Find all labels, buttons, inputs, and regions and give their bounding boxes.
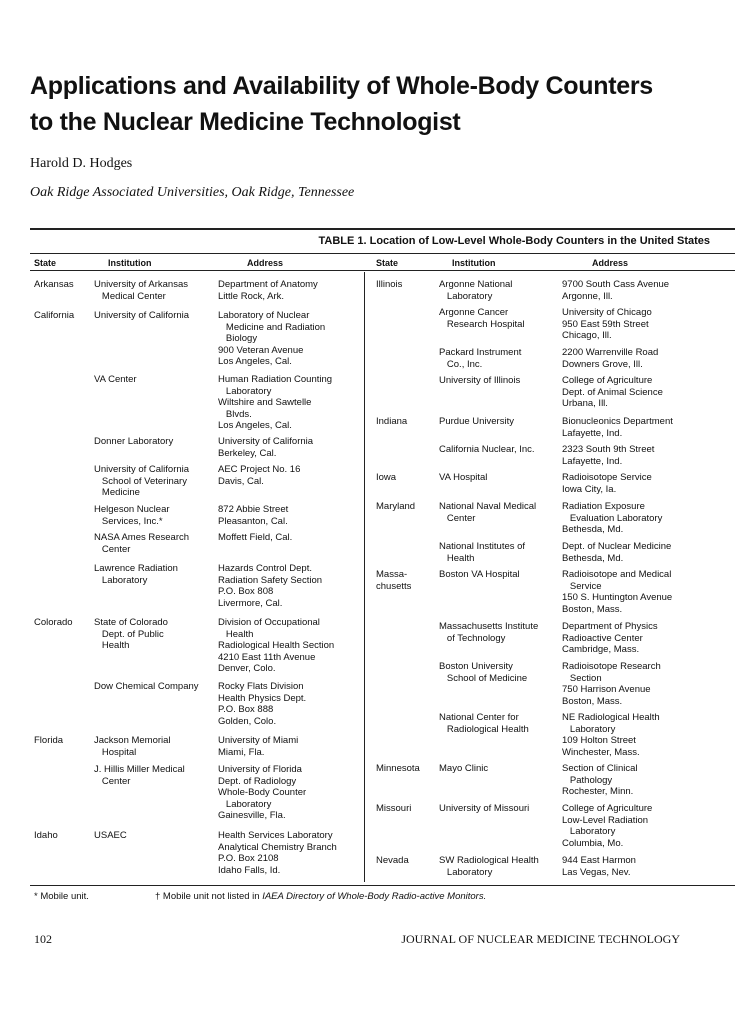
left-row-institution: Jackson Memorial Hospital xyxy=(94,735,171,758)
right-row-address: Department of Physics Radioactive Center Cambridge, Mass. xyxy=(562,621,658,656)
author-name: Harold D. Hodges xyxy=(30,156,133,171)
left-row-institution: University of Arkansas Medical Center xyxy=(94,279,188,302)
right-row-institution: University of Missouri xyxy=(439,803,530,814)
right-row-address: Dept. of Nuclear Medicine Bethesda, Md. xyxy=(562,541,672,564)
footnote-dagger-text: † Mobile unit not listed in xyxy=(155,891,263,902)
right-row-address: Radioisotope and Medical Service 150 S. Huntington Avenue Boston, Mass. xyxy=(562,569,673,615)
right-row-institution: National Naval Medical Center xyxy=(439,501,537,524)
left-row-institution: J. Hillis Miller Medical Center xyxy=(94,764,185,787)
title-line-1: Applications and Availability of Whole-Body Counters xyxy=(30,72,653,100)
header-address-right: Address xyxy=(592,258,629,268)
right-row-institution: Boston VA Hospital xyxy=(439,569,520,580)
right-row-state: Indiana xyxy=(376,416,408,427)
left-row-address: Rocky Flats Division Health Physics Dept. P.O. Box 888 Golden, Colo. xyxy=(218,681,307,727)
table-header-rule-top xyxy=(30,253,735,254)
journal-name: JOURNAL OF NUCLEAR MEDICINE TECHNOLOGY xyxy=(401,932,680,946)
right-row-address: Bionucleonics Department Lafayette, Ind. xyxy=(562,416,673,439)
right-row-state: Nevada xyxy=(376,855,409,866)
right-row-address: Radiation Exposure Evaluation Laboratory Bethesda, Md. xyxy=(562,501,663,536)
right-row-address: College of Agriculture Dept. of Animal Science Urbana, Ill. xyxy=(562,375,663,410)
left-row-address: University of Florida Dept. of Radiology Whole-Body Counter Laboratory Gainesville, Fla. xyxy=(218,764,307,822)
footnote-dagger-italic: IAEA Directory of Whole-Body Radio-active Monitors. xyxy=(262,891,487,902)
right-row-state: Maryland xyxy=(376,501,416,512)
left-row-address: Hazards Control Dept. Radiation Safety Section P.O. Box 808 Livermore, Cal. xyxy=(218,563,323,609)
left-row-institution: Lawrence Radiation Laboratory xyxy=(94,563,178,586)
right-row-state: Iowa xyxy=(376,472,397,483)
right-row-address: Section of Clinical Pathology Rochester, Minn. xyxy=(562,763,638,798)
left-row-state: Florida xyxy=(34,735,64,746)
left-row-institution: University of California xyxy=(94,310,190,321)
article-title xyxy=(30,68,730,140)
right-row-state: Minnesota xyxy=(376,763,420,774)
right-row-address: College of Agriculture Low-Level Radiation Laboratory Columbia, Mo. xyxy=(562,803,653,849)
left-row-institution: USAEC xyxy=(94,830,127,841)
left-row-institution: Donner Laboratory xyxy=(94,436,174,447)
table-top-rule xyxy=(30,228,735,230)
right-row-address: 2200 Warrenville Road Downers Grove, Ill. xyxy=(562,347,659,370)
left-row-state: Idaho xyxy=(34,830,58,841)
right-row-institution: Packard Instrument Co., Inc. xyxy=(439,347,522,370)
left-row-state: Colorado xyxy=(34,617,73,628)
header-institution-left: Institution xyxy=(108,258,152,268)
left-row-address: Health Services Laboratory Analytical Chemistry Branch P.O. Box 2108 Idaho Falls, Id. xyxy=(218,830,337,876)
header-address-left: Address xyxy=(247,258,284,268)
left-row-institution: Dow Chemical Company xyxy=(94,681,199,692)
left-row-institution: University of California School of Veterinary Medicine xyxy=(94,464,190,499)
right-row-address: Radioisotope Research Section 750 Harrison Avenue Boston, Mass. xyxy=(562,661,661,707)
right-row-address: 9700 South Cass Avenue Argonne, Ill. xyxy=(562,279,670,302)
left-row-address: Human Radiation Counting Laboratory Wiltshire and Sawtelle Blvds. Los Angeles, Cal. xyxy=(218,374,333,432)
left-row-state: California xyxy=(34,310,75,321)
left-row-state: Arkansas xyxy=(34,279,74,290)
left-row-address: AEC Project No. 16 Davis, Cal. xyxy=(218,464,301,487)
table-caption: TABLE 1. Location of Low-Level Whole-Body Counters in the United States xyxy=(318,235,710,247)
author-affiliation: Oak Ridge Associated Universities, Oak Ridge, Tennessee xyxy=(30,185,355,200)
header-state-left: State xyxy=(34,258,57,268)
header-state-right: State xyxy=(376,258,399,268)
left-row-address: Laboratory of Nuclear Medicine and Radiation Biology 900 Veteran Avenue Los Angeles, Cal. xyxy=(218,310,326,368)
right-row-institution: University of Illinois xyxy=(439,375,521,386)
right-row-state: Massa- chusetts xyxy=(376,569,412,592)
right-row-address: NE Radiological Health Laboratory 109 Holton Street Winchester, Mass. xyxy=(562,712,660,758)
right-row-state: Missouri xyxy=(376,803,412,814)
left-row-address: 872 Abbie Street Pleasanton, Cal. xyxy=(218,504,289,527)
footnote-mobile: * Mobile unit. xyxy=(34,891,89,902)
left-row-address: Division of Occupational Health Radiological Health Section 4210 East 11th Avenue Denver, Colo. xyxy=(218,617,335,675)
table-column-divider xyxy=(364,272,365,882)
left-row-address: Moffett Field, Cal. xyxy=(218,532,293,543)
right-row-institution: SW Radiological Health Laboratory xyxy=(439,855,539,878)
right-row-address: Radioisotope Service Iowa City, Ia. xyxy=(562,472,652,495)
right-row-institution: Purdue University xyxy=(439,416,514,427)
page-number: 102 xyxy=(34,932,52,946)
right-row-address: 2323 South 9th Street Lafayette, Ind. xyxy=(562,444,655,467)
header-institution-right: Institution xyxy=(452,258,496,268)
right-row-state: Illinois xyxy=(376,279,403,290)
left-row-address: Department of Anatomy Little Rock, Ark. xyxy=(218,279,318,302)
right-row-institution: Mayo Clinic xyxy=(439,763,489,774)
right-row-institution: Argonne National Laboratory xyxy=(439,279,513,302)
right-row-institution: Boston University School of Medicine xyxy=(439,661,528,684)
right-row-institution: VA Hospital xyxy=(439,472,488,483)
right-row-institution: Massachusetts Institute of Technology xyxy=(439,621,539,644)
right-row-address: University of Chicago 950 East 59th Street Chicago, Ill. xyxy=(562,307,652,342)
right-row-institution: California Nuclear, Inc. xyxy=(439,444,535,455)
left-row-institution: State of Colorado Dept. of Public Health xyxy=(94,617,168,652)
right-row-institution: National Center for Radiological Health xyxy=(439,712,529,735)
left-row-address: University of California Berkeley, Cal. xyxy=(218,436,314,459)
left-row-institution: Helgeson Nuclear Services, Inc.* xyxy=(94,504,170,527)
title-line-2: to the Nuclear Medicine Technologist xyxy=(30,108,461,136)
right-row-institution: Argonne Cancer Research Hospital xyxy=(439,307,525,330)
left-row-address: University of Miami Miami, Fla. xyxy=(218,735,299,758)
left-row-institution: NASA Ames Research Center xyxy=(94,532,190,555)
footnote-dagger xyxy=(155,891,486,902)
right-row-institution: National Institutes of Health xyxy=(439,541,526,564)
table-header-rule-bottom xyxy=(30,270,735,271)
table-bottom-rule xyxy=(30,885,735,886)
right-row-address: 944 East Harmon Las Vegas, Nev. xyxy=(562,855,636,878)
left-row-institution: VA Center xyxy=(94,374,137,385)
